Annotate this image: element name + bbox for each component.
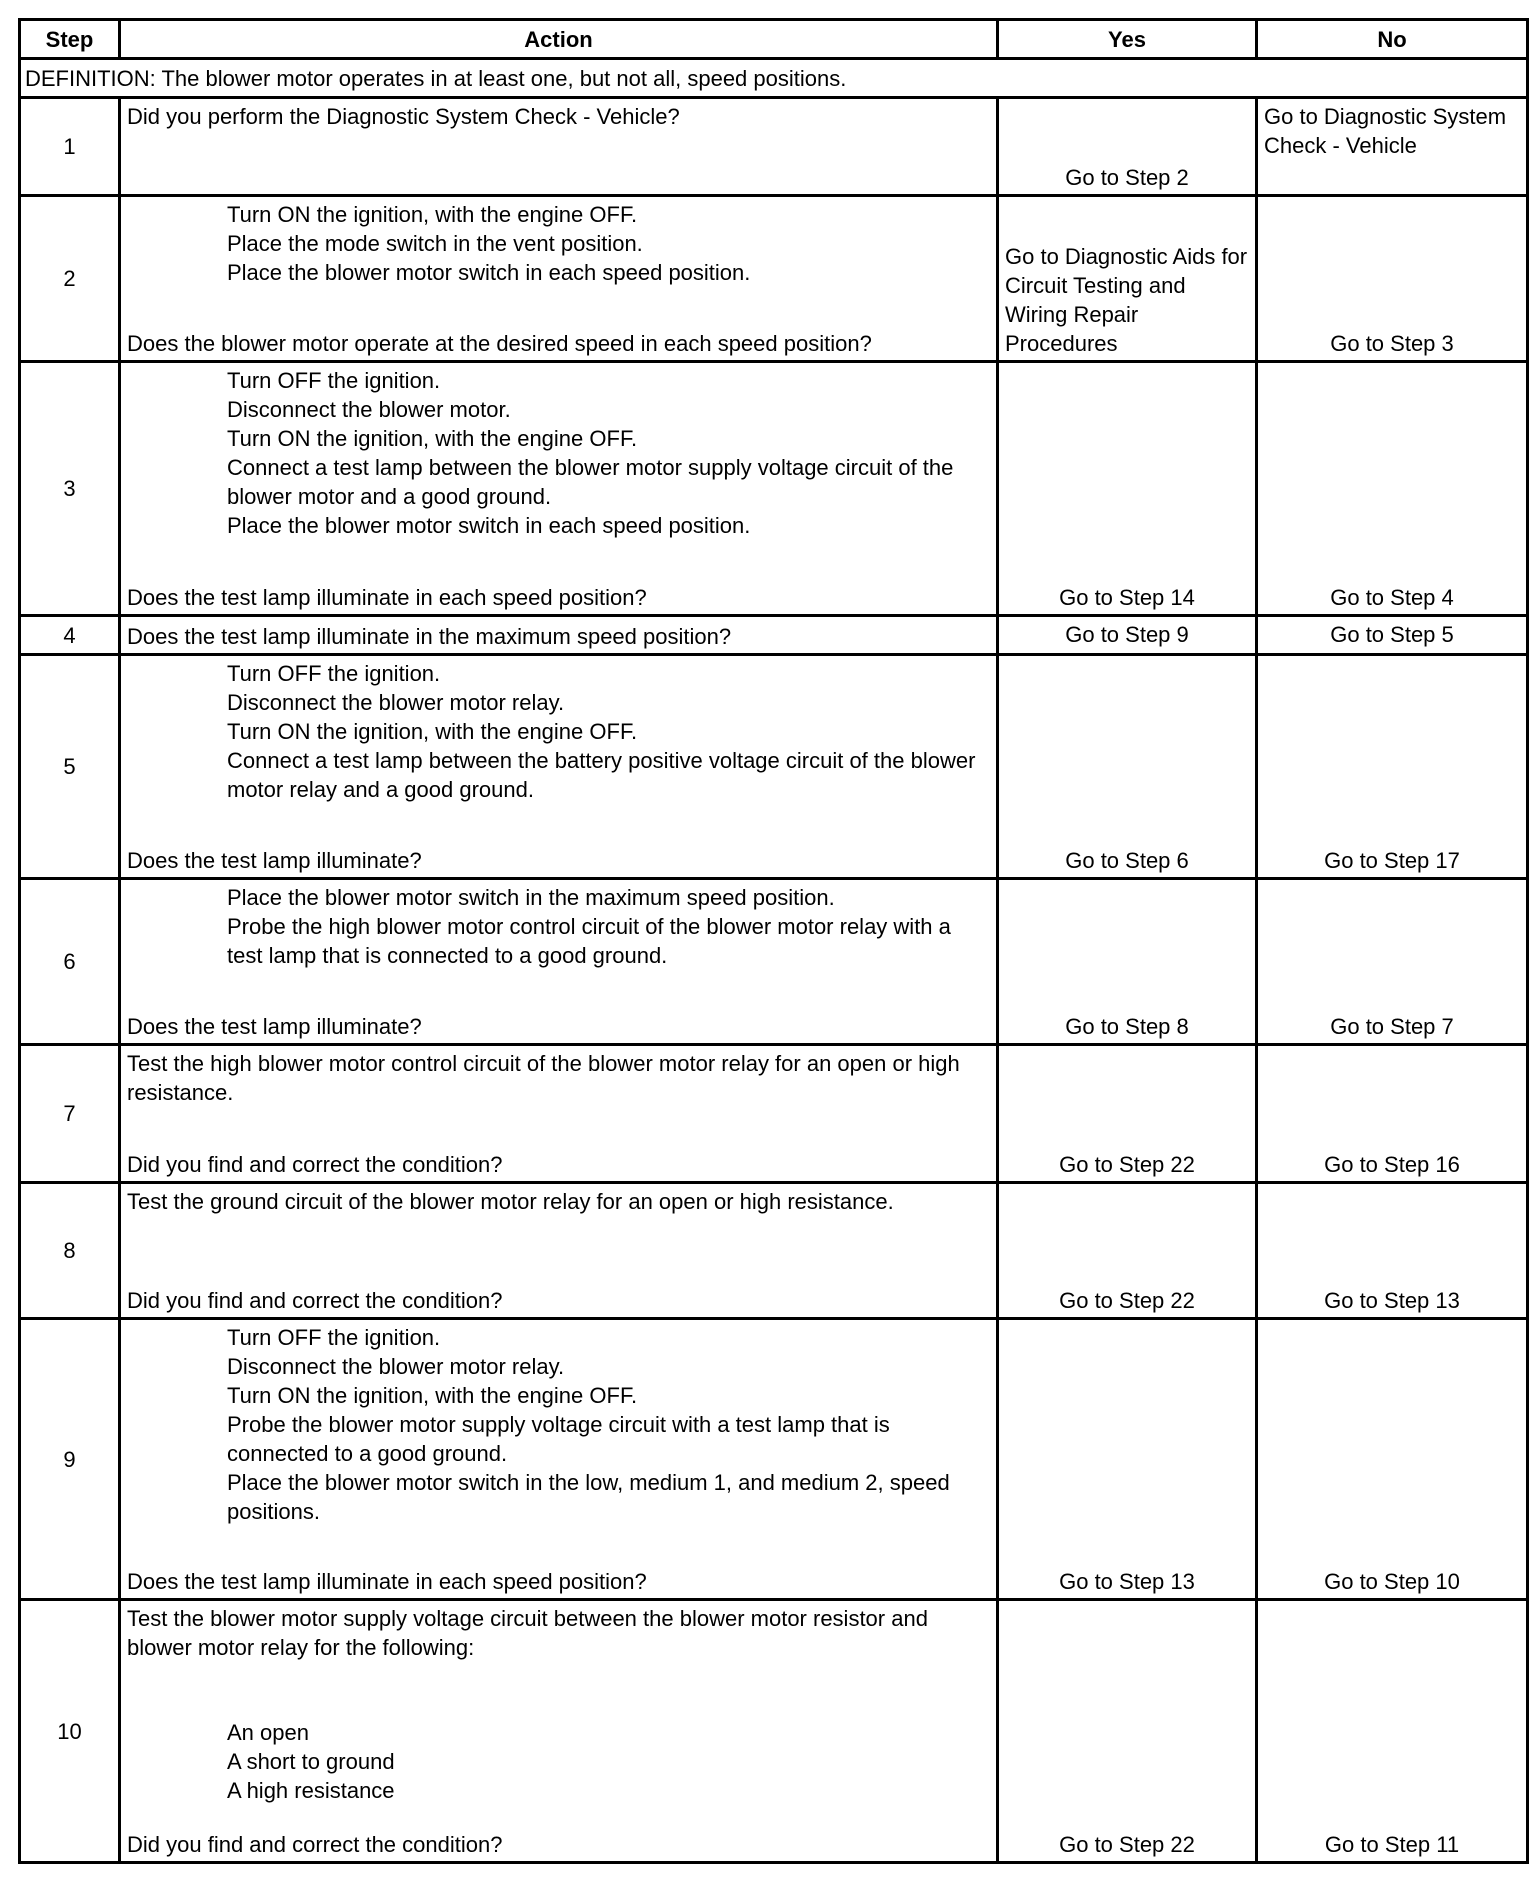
yes-result: Go to Step 22 (998, 1045, 1257, 1183)
step-number: 1 (20, 98, 120, 196)
action-question: Does the test lamp illuminate? (127, 1014, 422, 1039)
no-result: Go to Step 5 (1257, 616, 1528, 655)
yes-result: Go to Step 2 (998, 98, 1257, 196)
table-row (20, 98, 1528, 196)
action-step: Connect a test lamp between the battery positive voltage circuit of the blower motor relay and a good ground. (227, 748, 976, 802)
step-number: 9 (20, 1319, 120, 1600)
table-row (20, 196, 1528, 362)
action-cell (120, 98, 998, 196)
no-result: Go to Step 11 (1257, 1600, 1528, 1863)
action-cell (120, 196, 998, 362)
definition: DEFINITION: The blower motor operates in at least one, but not all, speed positions. (20, 59, 1528, 98)
action-cell (120, 1319, 998, 1600)
table-row (20, 879, 1528, 1045)
action-step: Turn OFF the ignition. (227, 1325, 441, 1350)
action-step: A high resistance (227, 1777, 395, 1803)
step-number: 10 (20, 1600, 120, 1863)
step-number: 4 (20, 616, 120, 655)
no-result: Go to Step 7 (1257, 879, 1528, 1045)
action-question: Did you find and correct the condition? (127, 1152, 503, 1177)
action-intro: Test the blower motor supply voltage circuit between the blower motor resistor and blower motor relay for the following: (127, 1606, 928, 1660)
action-question: Did you find and correct the condition? (127, 1288, 503, 1313)
table-row (20, 1319, 1528, 1600)
action-step: Place the mode switch in the vent position. (227, 231, 643, 256)
no-result: Go to Step 10 (1257, 1319, 1528, 1600)
header-no: No (1257, 20, 1528, 59)
table-row (20, 1183, 1528, 1319)
action-step: Turn ON the ignition, with the engine OFF. (227, 1383, 638, 1408)
action-intro: Test the high blower motor control circuit of the blower motor relay for an open or high resistance. (127, 1051, 960, 1105)
action-cell (120, 655, 998, 879)
action-step: Turn ON the ignition, with the engine OFF. (227, 719, 638, 744)
step-number: 3 (20, 362, 120, 616)
definition-row (20, 59, 1528, 98)
step-number: 8 (20, 1183, 120, 1319)
action-step: A short to ground (227, 1748, 395, 1774)
yes-result: Go to Step 22 (998, 1600, 1257, 1863)
step-number: 7 (20, 1045, 120, 1183)
no-result: Go to Step 13 (1257, 1183, 1528, 1319)
no-result: Go to Step 3 (1257, 196, 1528, 362)
table-row (20, 1045, 1528, 1183)
action-step: Turn ON the ignition, with the engine OFF. (227, 426, 638, 451)
action-step: Turn ON the ignition, with the engine OFF. (227, 202, 638, 227)
action-cell (120, 362, 998, 616)
no-result: Go to Step 16 (1257, 1045, 1528, 1183)
action-question: Did you find and correct the condition? (127, 1832, 503, 1857)
action-step: Disconnect the blower motor. (227, 397, 511, 422)
header-action: Action (120, 20, 998, 59)
action-intro: Did you perform the Diagnostic System Check - Vehicle? (127, 104, 680, 129)
action-step: Disconnect the blower motor relay. (227, 1354, 565, 1379)
no-result: Go to Step 4 (1257, 362, 1528, 616)
table-row (20, 362, 1528, 616)
action-question: Does the test lamp illuminate in each speed position? (127, 1569, 647, 1594)
action-step: An open (227, 1719, 309, 1745)
action-cell (120, 1600, 998, 1863)
action-step: Probe the high blower motor control circuit of the blower motor relay with a test lamp that is connected to a good ground. (227, 914, 951, 968)
header-step: Step (20, 20, 120, 59)
table-row (20, 616, 1528, 655)
step-number: 2 (20, 196, 120, 362)
action-step: Turn OFF the ignition. (227, 661, 441, 686)
action-cell (120, 1045, 998, 1183)
action-question: Does the test lamp illuminate in the maximum speed position? (127, 624, 732, 649)
action-step: Place the blower motor switch in each speed position. (227, 513, 751, 538)
table-row (20, 655, 1528, 879)
action-step: Disconnect the blower motor relay. (227, 690, 565, 715)
yes-result: Go to Diagnostic Aids for Circuit Testing and Wiring Repair Procedures (998, 196, 1257, 362)
no-result: Go to Diagnostic System Check - Vehicle (1257, 98, 1528, 196)
action-cell (120, 616, 998, 655)
header-row (20, 20, 1528, 59)
table-row (20, 1600, 1528, 1863)
yes-result: Go to Step 6 (998, 655, 1257, 879)
action-step: Connect a test lamp between the blower motor supply voltage circuit of the blower motor and a good ground. (227, 455, 954, 509)
yes-result: Go to Step 13 (998, 1319, 1257, 1600)
step-number: 5 (20, 655, 120, 879)
action-step: Place the blower motor switch in the low, medium 1, and medium 2, speed positions. (227, 1470, 950, 1524)
yes-result: Go to Step 14 (998, 362, 1257, 616)
action-step: Turn OFF the ignition. (227, 368, 441, 393)
action-question: Does the test lamp illuminate in each speed position? (127, 585, 647, 610)
yes-result: Go to Step 22 (998, 1183, 1257, 1319)
action-step: Place the blower motor switch in each speed position. (227, 260, 751, 285)
step-number: 6 (20, 879, 120, 1045)
diagnostic-table (18, 18, 1529, 1864)
yes-result: Go to Step 9 (998, 616, 1257, 655)
header-yes: Yes (998, 20, 1257, 59)
action-question: Does the test lamp illuminate? (127, 848, 422, 873)
action-step: Probe the blower motor supply voltage circuit with a test lamp that is connected to a good ground. (227, 1412, 890, 1466)
action-cell (120, 879, 998, 1045)
no-result: Go to Step 17 (1257, 655, 1528, 879)
action-cell (120, 1183, 998, 1319)
action-question: Does the blower motor operate at the desired speed in each speed position? (127, 331, 872, 356)
yes-result: Go to Step 8 (998, 879, 1257, 1045)
action-intro: Test the ground circuit of the blower motor relay for an open or high resistance. (127, 1189, 894, 1214)
action-step: Place the blower motor switch in the maximum speed position. (227, 885, 835, 910)
